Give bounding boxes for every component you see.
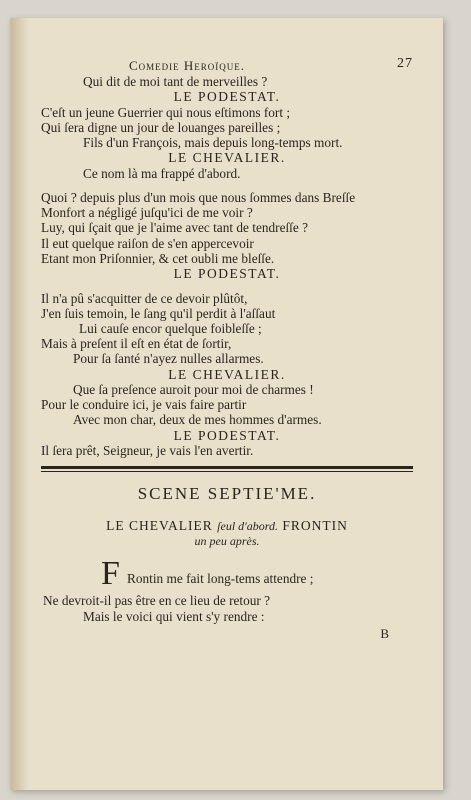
speaker-name: LE PODESTAT. [173,89,281,105]
speaker-name: LE PODESTAT. [173,427,281,443]
verse-line: Luy, qui ſçait que je l'aime avec tant de tendreſſe ? [41,220,308,236]
scene-character-2: FRONTIN [282,518,348,534]
scene-characters [41,518,413,534]
scene-rule-thick [41,466,413,469]
speaker-name: LE PODESTAT. [173,266,281,282]
verse-line: Monfort a négligé juſqu'ici de me voir ? [41,205,253,221]
verse-line: Rontin me fait long-tems attendre ; [127,571,314,587]
verse-line: Il ſera prêt, Seigneur, je vais l'en avertir. [41,443,254,459]
scene-character-1: LE CHEVALIER [106,518,213,534]
verse-line: Que ſa preſence auroit pour moi de charmes ! [73,382,314,398]
verse-line: Il eut quelque raiſon de s'en appercevoir [41,235,254,251]
scene-character-2-note: un peu après. [194,534,260,549]
speaker-name: LE CHEVALIER. [168,150,286,166]
verse-line: Il n'a pû s'acquitter de ce devoir plûtôt, [41,290,248,306]
drop-cap: F [101,555,120,593]
verse-line: Pour le conduire ici, je vais faire partir [41,397,247,413]
dialogue-block-2 [41,190,413,282]
verse-line: J'en ſuis temoin, le ſang qu'il perdit à l'aſſaut [41,305,276,321]
dialogue-block-3 [41,291,413,459]
book-page [10,18,443,790]
running-header [41,58,413,74]
verse-line: Qui dit de moi tant de merveilles ? [83,74,268,89]
verse-line: Quoi ? depuis plus d'un mois que nous ſommes dans Breſſe [41,190,356,206]
verse-line: Fils d'un François, mais depuis long-temps mort. [83,135,343,151]
stanza-gap [41,282,413,291]
verse-line: Avec mon char, deux de mes hommes d'armes. [73,412,322,428]
stanza-gap [41,181,413,190]
scene-title: SCENE SEPTIE'ME. [137,484,317,504]
verse-line: Qui ſera digne un jour de louanges pareilles ; [41,119,281,135]
verse-line: Lui cauſe encor quelque foibleſſe ; [79,320,262,336]
drop-cap-line [41,555,413,593]
page-gutter [11,18,29,790]
verse-line: Pour ſa ſanté n'ayez nulles allarmes. [73,351,264,367]
page-text [41,58,413,642]
verse-line: Mais à preſent il eſt en état de ſortir, [41,336,232,352]
verse-line: Ne devroit-il pas être en ce lieu de retour ? [43,593,271,609]
verse-line: C'eſt un jeune Guerrier qui nous eſtimons fort ; [41,104,291,120]
verse-line: Mais le voici qui vient s'y rendre : [83,608,265,624]
speaker-name: LE CHEVALIER. [168,366,286,382]
page-number: 27 [397,56,413,71]
scene-rule-thin [41,471,413,472]
verse-line: Ce nom là ma frappé d'abord. [83,165,241,181]
dialogue-block-1 [41,74,413,181]
verse-line: Etant mon Priſonnier, & cet oubli me bleſſe. [41,250,275,266]
signature-mark: B [380,625,389,641]
scene-character-1-note: ſeul d'abord. [217,519,278,534]
running-title: Comedie Heroïque. [129,58,246,73]
